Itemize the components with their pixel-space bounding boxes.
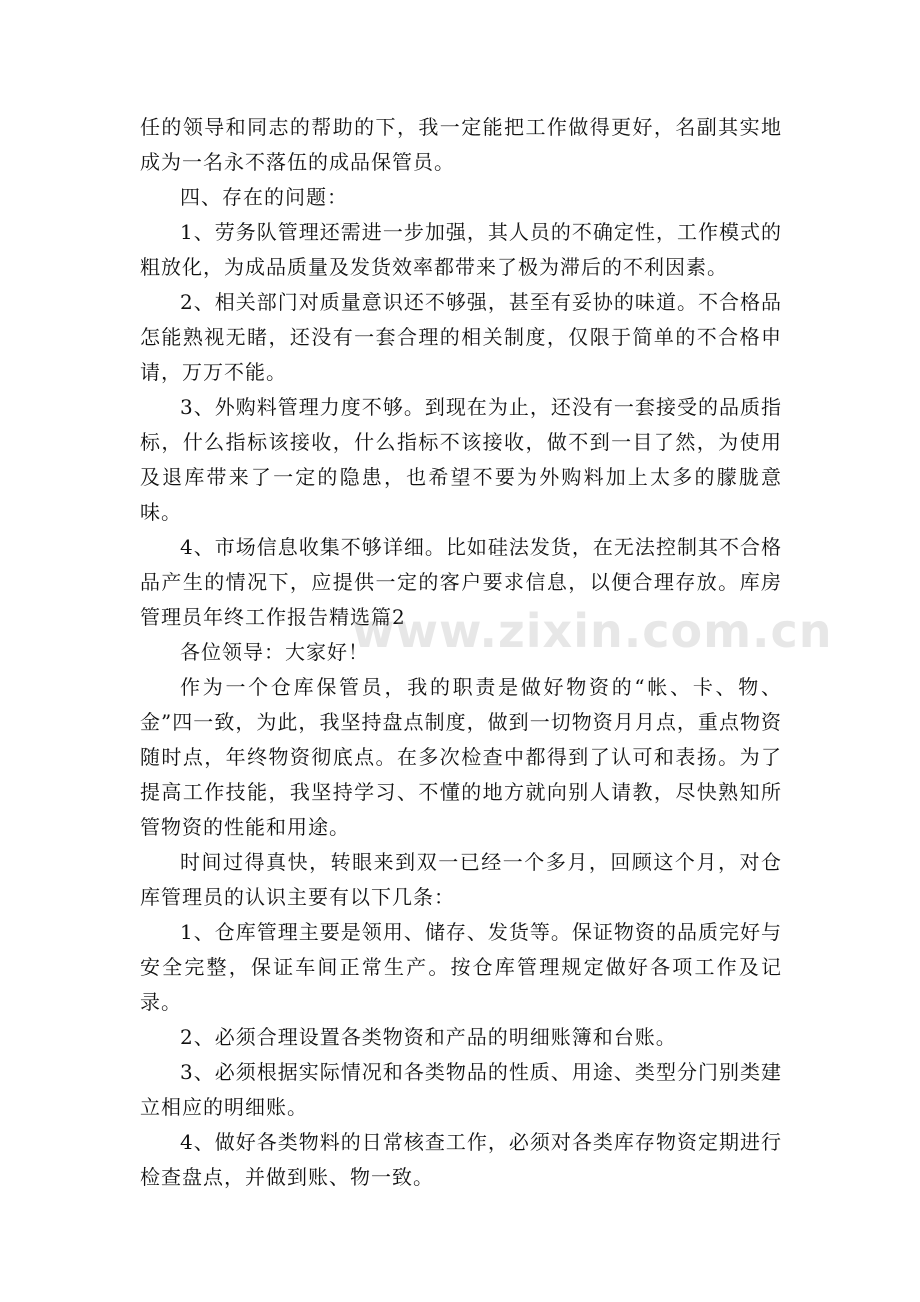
- salutation: 各位领导：大家好！: [180, 640, 369, 664]
- paragraph-point-2: 2、必须合理设置各类物资和产品的明细账簿和台账。: [180, 1025, 677, 1049]
- paragraph-point-1: 1、仓库管理主要是领用、储存、发货等。保证物资的品质完好与安全完整，保证车间正常生产。按仓库管理规定做好各项工作及记录。: [140, 920, 782, 1014]
- paragraph-problem-3: 3、外购料管理力度不够。到现在为止，还没有一套接受的品质指标，什么指标该接收，什么指标不该接收，做不到一目了然，为使用及退库带来了一定的隐患，也希望不要为外购料加上太多的朦胧意味。: [140, 395, 782, 524]
- paragraph-problem-2: 2、相关部门对质量意识还不够强，甚至有妥协的味道。不合格品怎能熟视无睹，还没有一套合理的相关制度，仅限于简单的不合格申请，万万不能。: [140, 290, 782, 384]
- paragraph-problem-4: 4、市场信息收集不够详细。比如硅法发货，在无法控制其不合格品产生的情况下，应提供一定的客户要求信息，以便合理存放。库房管理员年终工作报告精选篇2: [140, 535, 782, 629]
- section-heading-problems: 四、存在的问题：: [180, 185, 348, 209]
- paragraph-point-4: 4、做好各类物料的日常核查工作，必须对各类库存物资定期进行检查盘点，并做到账、物一致。: [140, 1130, 782, 1189]
- watermark: www.zixin.com.cn: [352, 604, 833, 658]
- document-body: [140, 110, 782, 1195]
- paragraph-duties: 作为一个仓库保管员，我的职责是做好物资的“帐、卡、物、金”四一致，为此，我坚持盘点制度，做到一切物资月月点，重点物资随时点，年终物资彻底点。在多次检查中都得到了认可和表扬。为了提高工作技能，我坚持学习、不懂的地方就向别人请教，尽快熟知所管物资的性能和用途。: [140, 675, 782, 839]
- paragraph-point-3: 3、必须根据实际情况和各类物品的性质、用途、类型分门别类建立相应的明细账。: [140, 1060, 782, 1119]
- paragraph-problem-1: 1、劳务队管理还需进一步加强，其人员的不确定性，工作模式的粗放化，为成品质量及发货效率都带来了极为滞后的不利因素。: [140, 220, 782, 279]
- paragraph-review-intro: 时间过得真快，转眼来到双一已经一个多月，回顾这个月，对仓库管理员的认识主要有以下几条：: [140, 850, 782, 909]
- paragraph-continuation: 任的领导和同志的帮助的下，我一定能把工作做得更好，名副其实地成为一名永不落伍的成品保管员。: [140, 115, 782, 174]
